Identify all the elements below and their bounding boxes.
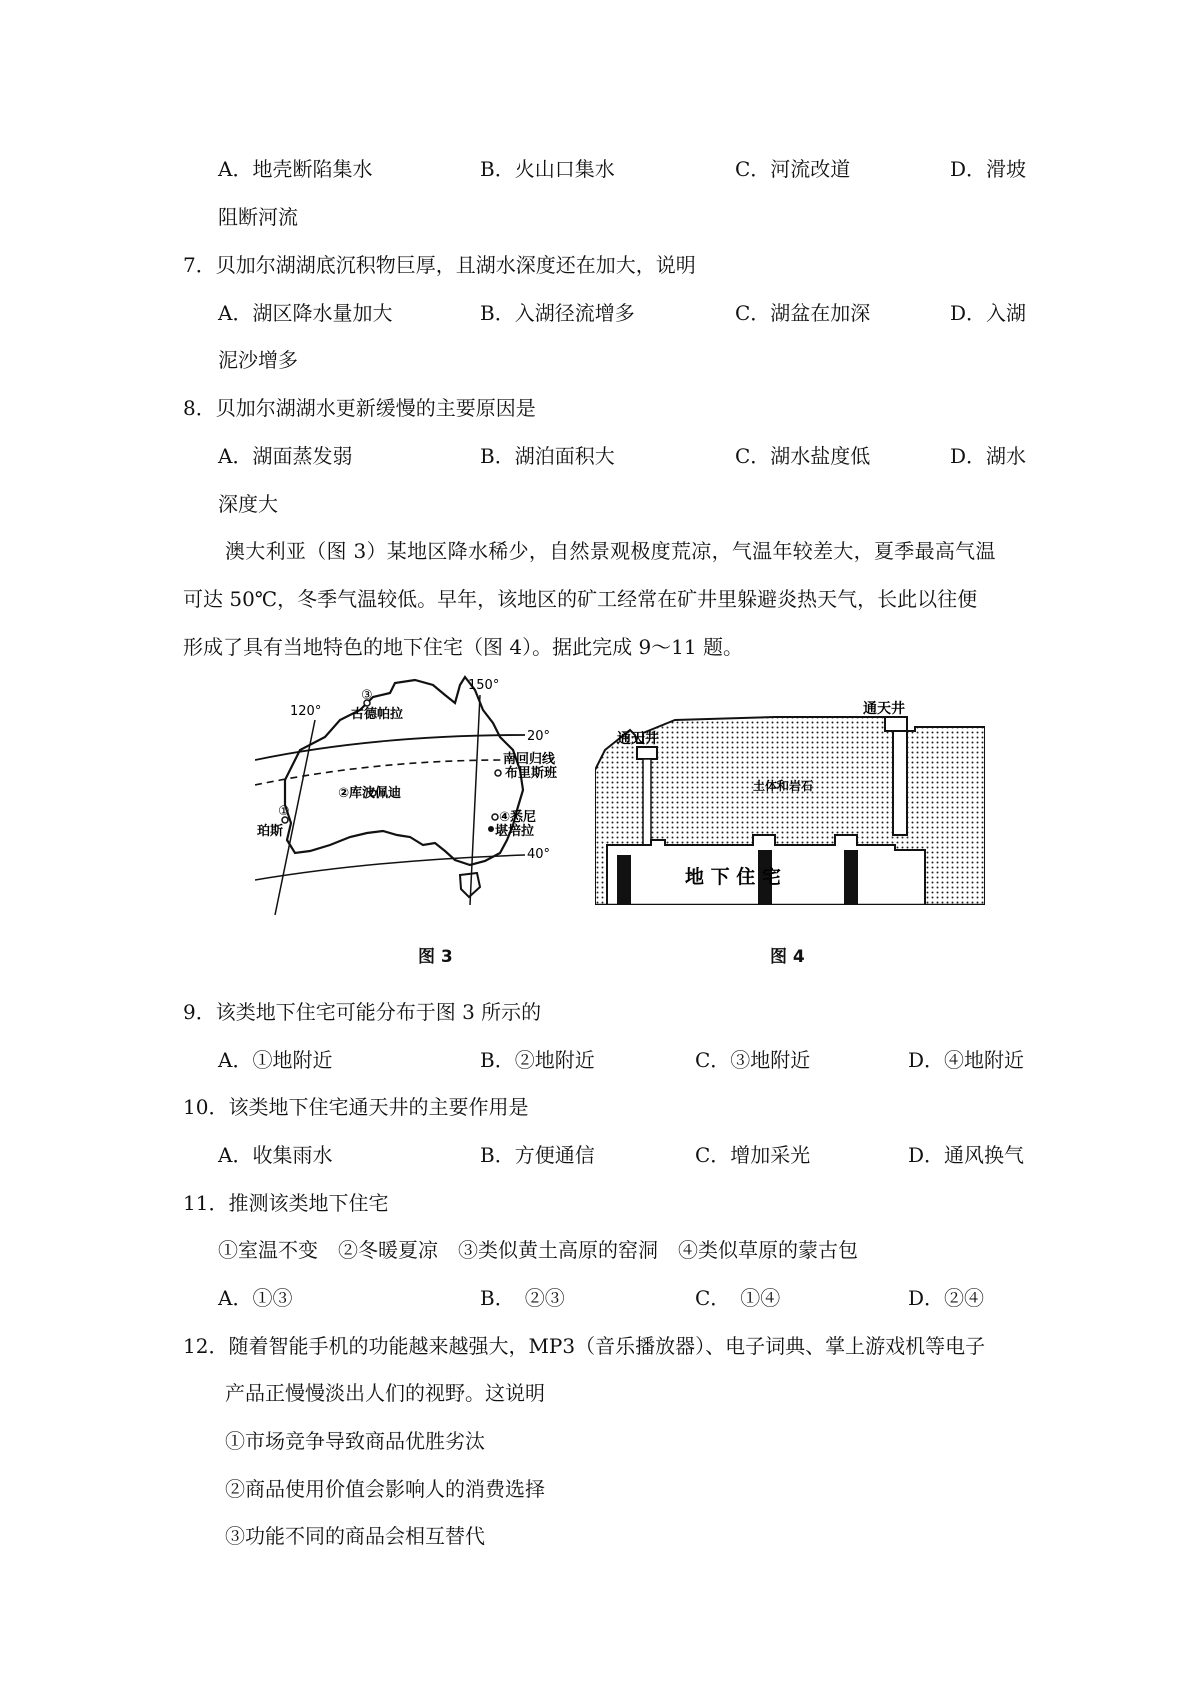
fig4-underground-house [595, 695, 985, 905]
q12-stem-line-1: 12．随着智能手机的功能越来越强大，MP3（音乐播放器）、电子词典、掌上游戏机等电子 [183, 1334, 986, 1358]
q6-option-b: B．火山口集水 [480, 157, 615, 181]
label-place4: ④悉尼 [499, 810, 537, 825]
label-shaft-right: 通天井 [863, 701, 905, 717]
q8-option-a: A．湖面蒸发弱 [218, 444, 353, 468]
label-place1-num: ① [278, 804, 290, 819]
q12-statement-3: ③功能不同的商品会相互替代 [225, 1524, 485, 1548]
passage-line-2: 可达 50℃，冬季气温较低。早年，该地区的矿工经常在矿井里躲避炎热天气，长此以往便 [183, 587, 978, 611]
q10-option-b: B．方便通信 [480, 1143, 595, 1167]
q6-option-a: A．地壳断陷集水 [218, 157, 373, 181]
q8-option-c: C．湖水盐度低 [735, 444, 871, 468]
q11-option-d: D．②④ [908, 1286, 985, 1310]
label-brisbane: 布里斯班 [505, 766, 558, 781]
q11-option-b: B． ②③ [480, 1286, 565, 1310]
fig3-caption: 图 3 [418, 947, 453, 967]
q9-option-a: A．①地附近 [218, 1048, 333, 1072]
q7-option-c: C．湖盆在加深 [735, 301, 871, 325]
q9-stem: 9．该类地下住宅可能分布于图 3 所示的 [183, 1000, 542, 1024]
label-lat-40: 40° [527, 847, 551, 862]
label-place3-num: ③ [361, 688, 373, 703]
q11-option-a: A．①③ [218, 1286, 293, 1310]
q6-option-c: C．河流改道 [735, 157, 851, 181]
fig4-caption: 图 4 [770, 947, 805, 967]
shaft-right-cap [885, 717, 907, 731]
pillar-3 [844, 850, 858, 905]
q7-option-d-wrap: 泥沙增多 [218, 348, 298, 372]
label-rock: 土体和岩石 [753, 779, 814, 793]
label-shaft-left: 通天井 [617, 731, 659, 747]
shaft-left-cap [637, 747, 657, 759]
q12-statement-1: ①市场竞争导致商品优胜劣汰 [225, 1429, 485, 1453]
q9-option-c: C．③地附近 [695, 1048, 811, 1072]
q8-option-d: D．湖水 [950, 444, 1027, 468]
city-dot-4 [492, 814, 498, 820]
pillar-1 [617, 855, 631, 905]
q12-stem-line-2: 产品正慢慢淡出人们的视野。这说明 [225, 1381, 545, 1405]
q10-option-c: C．增加采光 [695, 1143, 811, 1167]
q9-option-d: D．④地附近 [908, 1048, 1025, 1072]
label-tropic: 南回归线 [503, 752, 556, 767]
q11-statements: ①室温不变 ②冬暖夏凉 ③类似黄土高原的窑洞 ④类似草原的蒙古包 [218, 1238, 858, 1262]
label-place2: ②库波佩迪 [338, 786, 402, 801]
q11-stem: 11．推测该类地下住宅 [183, 1191, 389, 1215]
label-hobart: 堪培拉 [495, 824, 535, 839]
city-dot-hobart [488, 826, 494, 832]
label-lat-20: 20° [527, 729, 551, 744]
q7-stem: 7．贝加尔湖湖底沉积物巨厚，且湖水深度还在加大，说明 [183, 253, 696, 277]
label-lon-120: 120° [290, 704, 322, 719]
label-place1: 珀斯 [257, 824, 284, 839]
q12-statement-2: ②商品使用价值会影响人的消费选择 [225, 1477, 545, 1501]
shaft-left-tube [643, 759, 651, 849]
q7-option-a: A．湖区降水量加大 [218, 301, 393, 325]
label-place3: 古德帕拉 [351, 707, 404, 722]
q11-option-c: C． ①④ [695, 1286, 781, 1310]
q9-option-b: B．②地附近 [480, 1048, 595, 1072]
q8-option-d-wrap: 深度大 [218, 492, 278, 516]
q6-option-d-wrap: 阻断河流 [218, 205, 298, 229]
q10-stem: 10．该类地下住宅通天井的主要作用是 [183, 1095, 529, 1119]
q10-option-d: D．通风换气 [908, 1143, 1025, 1167]
label-lon-150: 150° [468, 678, 500, 693]
q7-option-b: B．入湖径流增多 [480, 301, 635, 325]
q6-option-d: D．滑坡 [950, 157, 1027, 181]
passage-line-1: 澳大利亚（图 3）某地区降水稀少，自然景观极度荒凉，气温年较差大，夏季最高气温 [225, 539, 996, 563]
q8-option-b: B．湖泊面积大 [480, 444, 615, 468]
q7-option-d: D．入湖 [950, 301, 1027, 325]
passage-line-3: 形成了具有当地特色的地下住宅（图 4）。据此完成 9～11 题。 [183, 635, 743, 659]
q8-stem: 8．贝加尔湖湖水更新缓慢的主要原因是 [183, 396, 536, 420]
fig3-australia-map [255, 675, 575, 935]
q10-option-a: A．收集雨水 [218, 1143, 333, 1167]
city-dot-brisbane [495, 770, 501, 776]
label-house: 地 下 住 宅 [685, 866, 781, 888]
